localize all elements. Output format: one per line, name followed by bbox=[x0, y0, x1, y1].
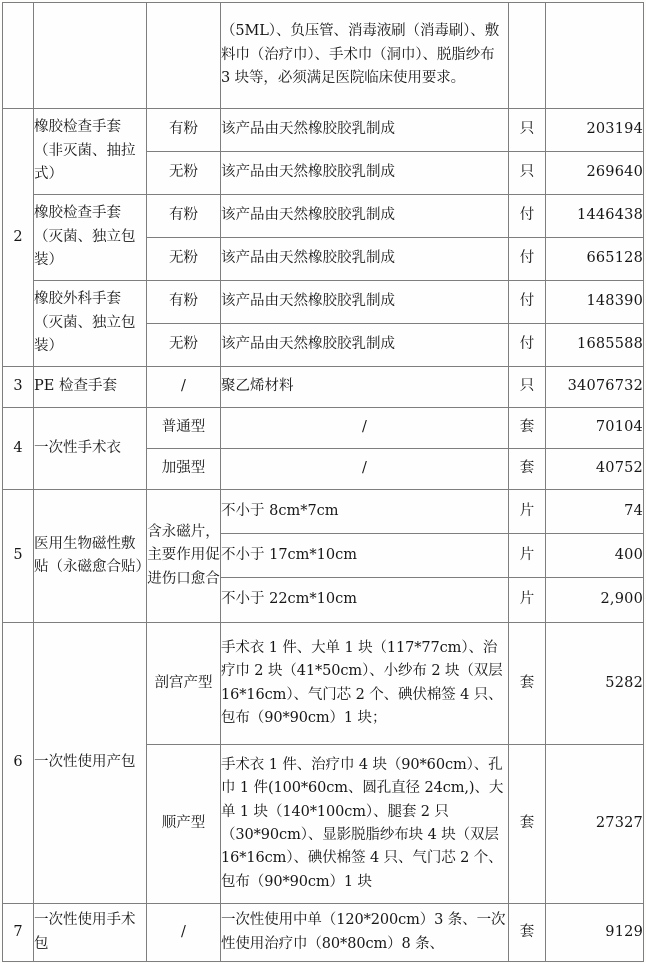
cell-unit bbox=[509, 3, 546, 109]
cell-name: 一次性使用产包 bbox=[34, 623, 147, 904]
cell-quantity: 34076732 bbox=[546, 367, 644, 408]
cell-spec: 加强型 bbox=[147, 449, 221, 490]
cell-quantity: 5282 bbox=[546, 623, 644, 745]
cell-description: / bbox=[221, 408, 509, 449]
cell-quantity: 74 bbox=[546, 490, 644, 534]
cell-description: 聚乙烯材料 bbox=[221, 367, 509, 408]
cell-name: 一次性使用手术包 bbox=[34, 904, 147, 962]
cell-index: 6 bbox=[3, 623, 34, 904]
cell-description: 该产品由天然橡胶胶乳制成 bbox=[221, 324, 509, 367]
cell-index: 3 bbox=[3, 367, 34, 408]
cell-spec: 有粉 bbox=[147, 109, 221, 152]
cell-spec bbox=[147, 3, 221, 109]
cell-name: 橡胶检查手套（灭菌、独立包装） bbox=[34, 195, 147, 281]
cell-quantity: 70104 bbox=[546, 408, 644, 449]
cell-index: 7 bbox=[3, 904, 34, 962]
cell-quantity: 1685588 bbox=[546, 324, 644, 367]
cell-description: 该产品由天然橡胶胶乳制成 bbox=[221, 109, 509, 152]
cell-spec: 普通型 bbox=[147, 408, 221, 449]
cell-unit: 片 bbox=[509, 578, 546, 623]
cell-quantity: 27327 bbox=[546, 745, 644, 904]
cell-spec: 有粉 bbox=[147, 195, 221, 238]
cell-quantity bbox=[546, 3, 644, 109]
table-row bbox=[3, 408, 644, 449]
cell-spec: 含永磁片，主要作用促进伤口愈合 bbox=[147, 490, 221, 623]
cell-name: 一次性手术衣 bbox=[34, 408, 147, 490]
cell-quantity: 40752 bbox=[546, 449, 644, 490]
cell-description: 不小于 22cm*10cm bbox=[221, 578, 509, 623]
cell-unit: 只 bbox=[509, 152, 546, 195]
cell-spec: 无粉 bbox=[147, 324, 221, 367]
cell-description: 该产品由天然橡胶胶乳制成 bbox=[221, 195, 509, 238]
cell-unit: 套 bbox=[509, 408, 546, 449]
cell-unit: 片 bbox=[509, 490, 546, 534]
table-row bbox=[3, 109, 644, 152]
table-row bbox=[3, 195, 644, 238]
cell-unit: 付 bbox=[509, 281, 546, 324]
cell-unit: 只 bbox=[509, 109, 546, 152]
cell-unit: 套 bbox=[509, 449, 546, 490]
cell-spec: / bbox=[147, 904, 221, 962]
cell-name: 橡胶外科手套（灭菌、独立包装） bbox=[34, 281, 147, 367]
cell-description: 该产品由天然橡胶胶乳制成 bbox=[221, 281, 509, 324]
cell-index: 4 bbox=[3, 408, 34, 490]
cell-unit: 付 bbox=[509, 195, 546, 238]
cell-name bbox=[34, 3, 147, 109]
cell-unit: 套 bbox=[509, 745, 546, 904]
cell-quantity: 148390 bbox=[546, 281, 644, 324]
cell-spec: 无粉 bbox=[147, 238, 221, 281]
cell-description: 一次性使用中单（120*200cm）3 条、一次性使用治疗巾（80*80cm）8 条、 bbox=[221, 904, 509, 962]
cell-quantity: 2,900 bbox=[546, 578, 644, 623]
cell-quantity: 269640 bbox=[546, 152, 644, 195]
table-row bbox=[3, 3, 644, 109]
cell-index: 2 bbox=[3, 109, 34, 367]
cell-unit: 套 bbox=[509, 904, 546, 962]
cell-unit: 只 bbox=[509, 367, 546, 408]
table-row bbox=[3, 904, 644, 962]
cell-spec: 顺产型 bbox=[147, 745, 221, 904]
cell-quantity: 1446438 bbox=[546, 195, 644, 238]
cell-description: / bbox=[221, 449, 509, 490]
cell-description: 该产品由天然橡胶胶乳制成 bbox=[221, 152, 509, 195]
cell-description: （5ML）、负压管、消毒液刷（消毒刷）、敷料巾（治疗巾）、手术巾（洞巾）、脱脂纱布 3 块等，必须满足医院临床使用要求。 bbox=[221, 3, 509, 109]
cell-description: 手术衣 1 件、治疗巾 4 块（90*60cm）、孔巾 1 件(100*60cm、圆孔直径 24cm,)、大单 1 块（140*100cm）、腿套 2 只（30*90cm）、显影脱脂纱布块 4 块（双层 16*16cm）、碘伏棉签 4 只、气门芯 2 个、包布（90*90cm）1 块 bbox=[221, 745, 509, 904]
table-row bbox=[3, 490, 644, 534]
cell-name: 医用生物磁性敷贴（永磁愈合贴） bbox=[34, 490, 147, 623]
cell-quantity: 9129 bbox=[546, 904, 644, 962]
cell-name: 橡胶检查手套（非灭菌、抽拉式） bbox=[34, 109, 147, 195]
cell-index: 5 bbox=[3, 490, 34, 623]
cell-quantity: 400 bbox=[546, 534, 644, 578]
table-row bbox=[3, 367, 644, 408]
cell-unit: 付 bbox=[509, 324, 546, 367]
cell-description: 不小于 17cm*10cm bbox=[221, 534, 509, 578]
cell-spec: 无粉 bbox=[147, 152, 221, 195]
cell-unit: 套 bbox=[509, 623, 546, 745]
cell-spec: 剖宫产型 bbox=[147, 623, 221, 745]
cell-quantity: 665128 bbox=[546, 238, 644, 281]
table-row bbox=[3, 623, 644, 745]
cell-description: 不小于 8cm*7cm bbox=[221, 490, 509, 534]
cell-spec: 有粉 bbox=[147, 281, 221, 324]
cell-spec: / bbox=[147, 367, 221, 408]
cell-unit: 付 bbox=[509, 238, 546, 281]
cell-index bbox=[3, 3, 34, 109]
cell-description: 该产品由天然橡胶胶乳制成 bbox=[221, 238, 509, 281]
cell-quantity: 203194 bbox=[546, 109, 644, 152]
cell-description: 手术衣 1 件、大单 1 块（117*77cm）、治疗巾 2 块（41*50cm）、小纱布 2 块（双层 16*16cm）、气门芯 2 个、碘伏棉签 4 只、包布（90*90cm）1 块； bbox=[221, 623, 509, 745]
cell-unit: 片 bbox=[509, 534, 546, 578]
table-row bbox=[3, 281, 644, 324]
specification-table bbox=[2, 2, 644, 962]
cell-name: PE 检查手套 bbox=[34, 367, 147, 408]
